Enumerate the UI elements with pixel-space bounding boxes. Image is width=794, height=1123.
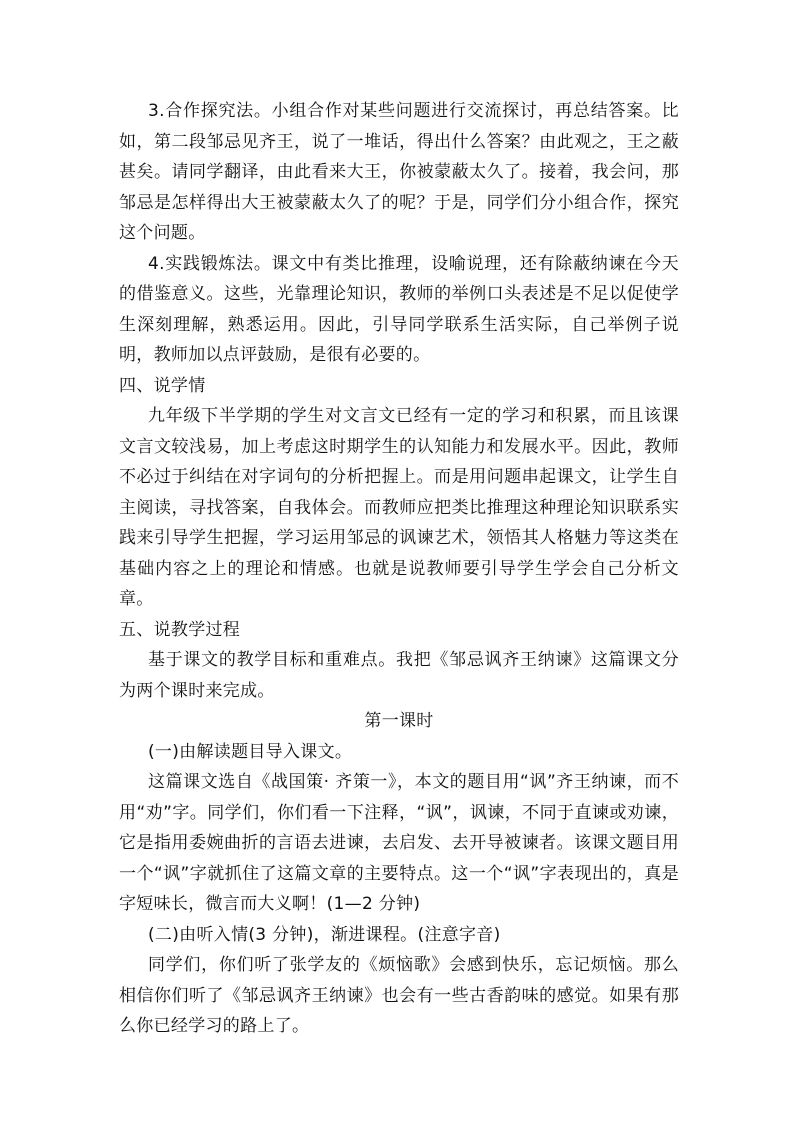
subheading-listening: (二)由听入情(3 分钟)，渐进课程。(注意字音) xyxy=(148,924,501,945)
document-body xyxy=(119,96,679,1042)
section-heading-student-analysis: 四、说学情 xyxy=(119,375,206,396)
paragraph-student-analysis: 九年级下半学期的学生对文言文已经有一定的学习和积累，而且该课文言文较浅易，加上考虑这时期学生的认知能力和发展水平。因此，教师不必过于纠结在对字词句的分析把握上。而是用问题串起课文，让学生自主阅读，寻找答案，自我体会。而教师应把类比推理这种理论知识联系实践来引导学生把握，学习运用邹忌的讽谏艺术，领悟其人格魅力等这类在基础内容之上的理论和情感。也就是说教师要引导学生学会自己分析文章。 xyxy=(119,406,679,609)
lesson-title-first-period: 第一课时 xyxy=(364,711,434,731)
paragraph-cooperative-method: 3.合作探究法。小组合作对某些问题进行交流探讨，再总结答案。比如，第二段邹忌见齐王，说了一堆话，得出什么答案？由此观之，王之蔽甚矣。请同学翻译，由此看来大王，你被蒙蔽太久了。接着，我会问，那邹忌是怎样得出大王被蒙蔽太久了的呢？于是，同学们分小组合作，探究这个问题。 xyxy=(119,101,679,243)
section-heading-teaching-process: 五、说教学过程 xyxy=(119,619,241,640)
paragraph-title-explanation: 这篇课文选自《战国策· 齐策一》，本文的题目用“讽”齐王纳谏，而不用“劝”字。同学们，你们看一下注释，“讽”，讽谏，不同于直谏或劝谏，它是指用委婉曲折的言语去进谏，去启发、去开导被谏者。该课文题目用一个“讽”字就抓住了这篇文章的主要特点。这一个“讽”字表现出的，真是字短味长，微言而大义啊！(1—2 分钟) xyxy=(119,772,679,914)
paragraph-practice-method: 4.实践锻炼法。课文中有类比推理，设喻说理，还有除蔽纳谏在今天的借鉴意义。这些，光靠理论知识，教师的举例口头表述是不足以促使学生深刻理解，熟悉运用。因此，引导同学联系生活实际，自己举例子说明，教师加以点评鼓励，是很有必要的。 xyxy=(119,253,679,365)
subheading-title-intro: (一)由解读题目导入课文。 xyxy=(148,741,353,762)
paragraph-teaching-process-intro: 基于课文的教学目标和重难点。我把《邹忌讽齐王纳谏》这篇课文分为两个课时来完成。 xyxy=(119,650,679,701)
paragraph-listening: 同学们，你们听了张学友的《烦恼歌》会感到快乐，忘记烦恼。那么相信你们听了《邹忌讽齐王纳谏》也会有一些古香韵味的感觉。如果有那么你已经学习的路上了。 xyxy=(119,955,679,1036)
